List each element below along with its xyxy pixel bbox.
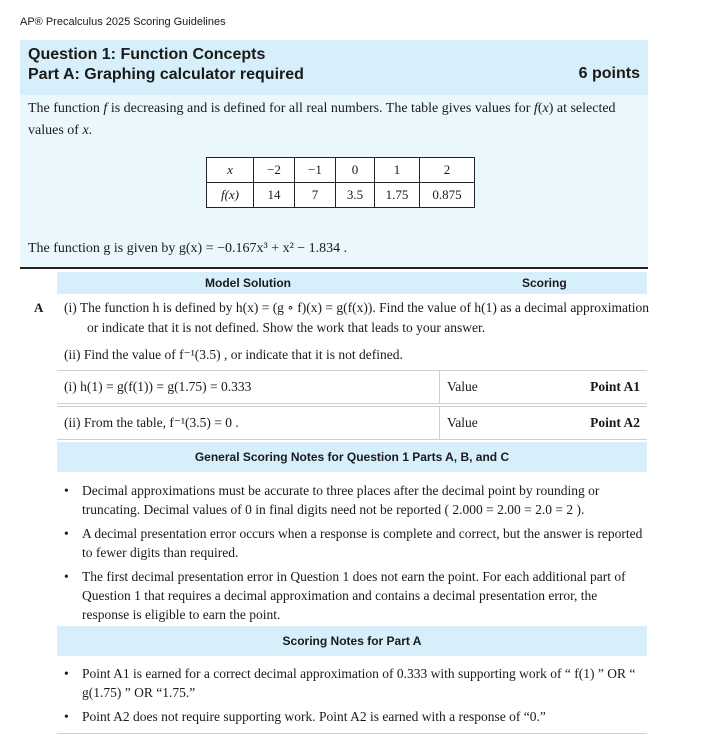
list-item: • Decimal approximations must be accurate to three places after the decimal point by rounding or truncating. Decimal values of 0 in final digits need not be reported ( 2.000 = 2.00 = 2.0 = 2 ). — [64, 481, 644, 519]
part-label: A — [34, 300, 44, 315]
point-label: Point A2 — [590, 415, 640, 430]
table-cell: 0 — [336, 158, 375, 183]
solution-work: (i) h(1) = g(f(1)) = g(1.75) = 0.333 — [64, 379, 252, 394]
question-title-band — [20, 40, 648, 95]
table-cell: −1 — [295, 158, 336, 183]
general-notes-list — [64, 481, 644, 629]
page-header: AP® Precalculus 2025 Scoring Guidelines — [20, 16, 226, 28]
point-label: Point A1 — [590, 379, 640, 394]
solution-work: (ii) From the table, f⁻¹(3.5) = 0 . — [64, 415, 239, 430]
scoring-value: Value — [447, 415, 478, 430]
list-item: • The first decimal presentation error in Question 1 does not earn the point. For each additional part of Question 1 that requires a decimal approximation and contains a decimal presentation error, the response is eligible to earn the point. — [64, 567, 644, 624]
intro-text: The function f is decreasing and is defined for all real numbers. The table gives values for f(x) at selected values of x. — [28, 101, 616, 138]
bottom-divider — [57, 733, 647, 734]
scoring-row — [57, 406, 647, 440]
question-i: (i) The function h is defined by h(x) = (g ∘ f)(x) = g(f(x)). Find the value of h(1) as a decimal approximation or indicate that it is not defined. Show the work that leads to your answer. — [64, 300, 650, 335]
table-cell: 1.75 — [375, 183, 420, 208]
g-function-definition: The function g is given by g(x) = −0.167x³ + x² − 1.834 . — [28, 241, 348, 256]
table-cell: 1 — [375, 158, 420, 183]
table-cell: −2 — [254, 158, 295, 183]
part-a-notes-heading: Scoring Notes for Part A — [57, 626, 647, 656]
list-item: • A decimal presentation error occurs when a response is complete and correct, but the answer is reported to fewer digits than required. — [64, 524, 644, 562]
table-header-row — [207, 158, 475, 183]
table-cell: 3.5 — [336, 183, 375, 208]
table-row — [207, 183, 475, 208]
section-divider — [20, 267, 648, 269]
table-cell: 2 — [420, 158, 475, 183]
points-label: 6 points — [578, 65, 640, 82]
table-cell: x — [207, 158, 254, 183]
scoring-value: Value — [447, 379, 478, 394]
scoring-row — [57, 370, 647, 404]
part-a-notes-list — [64, 664, 644, 731]
question-title: Question 1: Function Concepts — [28, 46, 266, 63]
table-cell: f(x) — [207, 183, 254, 208]
column-divider — [439, 407, 440, 439]
column-divider — [439, 371, 440, 403]
table-cell: 14 — [254, 183, 295, 208]
question-ii: (ii) Find the value of f⁻¹(3.5) , or indicate that it is not defined. — [64, 347, 403, 362]
model-solution-heading: Model Solution — [205, 276, 291, 290]
table-cell: 0.875 — [420, 183, 475, 208]
scoring-heading: Scoring — [522, 276, 567, 290]
general-notes-heading: General Scoring Notes for Question 1 Parts A, B, and C — [57, 442, 647, 472]
list-item: • Point A2 does not require supporting work. Point A2 is earned with a response of “0.” — [64, 707, 644, 726]
table-cell: 7 — [295, 183, 336, 208]
values-table — [206, 157, 475, 208]
list-item: • Point A1 is earned for a correct decimal approximation of 0.333 with supporting work of “ f(1) ” OR “ g(1.75) ” OR “1.75.” — [64, 664, 644, 702]
part-title: Part A: Graphing calculator required — [28, 66, 304, 83]
